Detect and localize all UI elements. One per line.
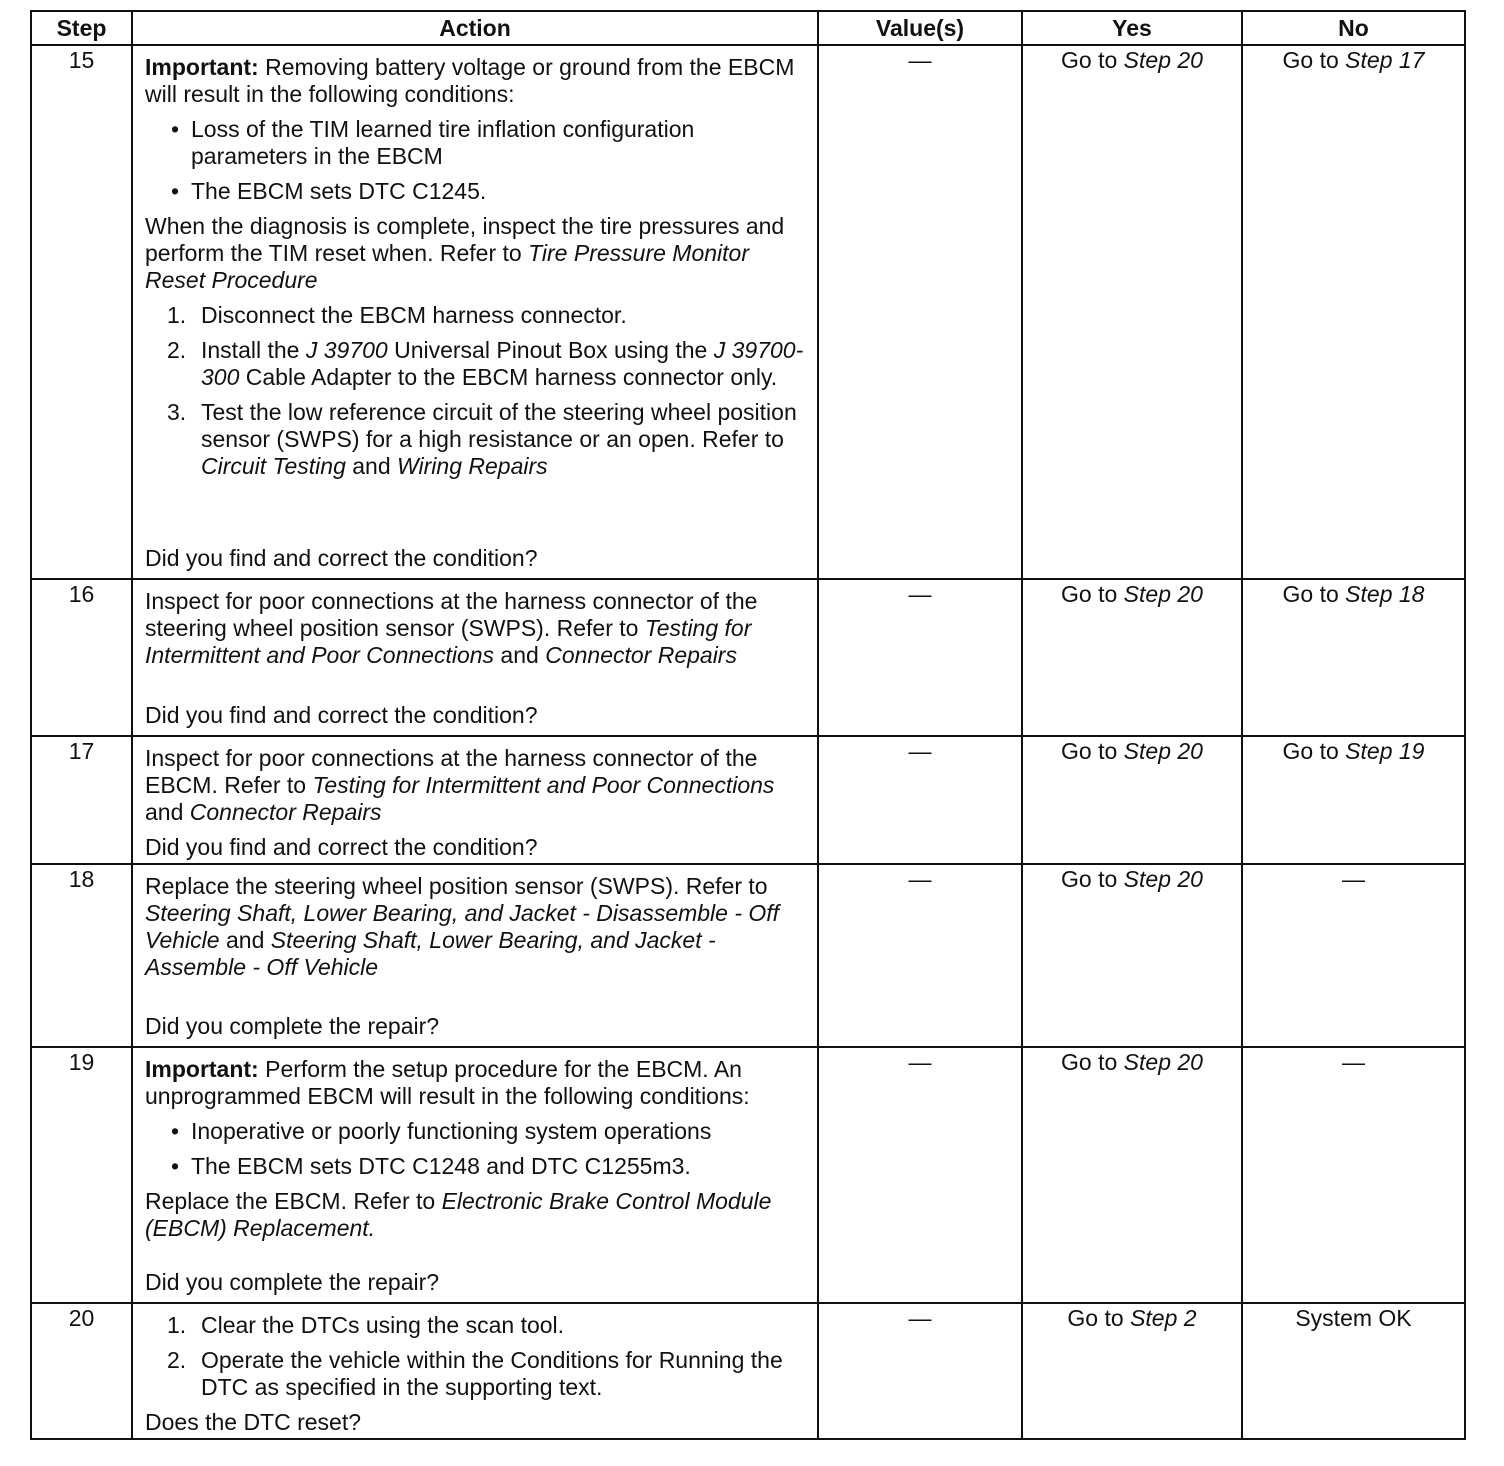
value-cell: — (818, 579, 1022, 736)
step-item-text: Universal Pinout Box using the (387, 337, 714, 363)
step-item-number: 2. (167, 337, 187, 363)
question: Did you complete the repair? (145, 1269, 440, 1295)
step-item-text: Cable Adapter to the EBCM harness connector only. (239, 364, 778, 390)
list-item: • Loss of the TIM learned tire inflation configuration parameters in the EBCM (145, 116, 809, 170)
paragraph (145, 873, 809, 981)
yes-prefix: Go to (1061, 1049, 1124, 1075)
paragraph-text: and (145, 799, 190, 825)
no-cell: System OK (1242, 1303, 1465, 1439)
yes-step-link[interactable]: Step 20 (1123, 47, 1203, 73)
yes-step-link[interactable]: Step 20 (1123, 1049, 1203, 1075)
yes-prefix: Go to (1061, 47, 1124, 73)
action-cell (132, 1303, 818, 1439)
step-number: 20 (31, 1303, 132, 1439)
step-item-text: and (345, 453, 398, 479)
action-cell (132, 579, 818, 736)
reference-link[interactable]: Testing for Intermittent and Poor Connections (312, 772, 775, 798)
no-cell: — (1242, 864, 1465, 1047)
table-row (31, 45, 1465, 579)
header-step: Step (31, 11, 132, 45)
step-item-text: Test the low reference circuit of the steering wheel position sensor (SWPS) for a high resistance or an open. Refer to (201, 399, 797, 452)
value-cell: — (818, 864, 1022, 1047)
header-no: No (1242, 11, 1465, 45)
paragraph (145, 213, 809, 294)
important-label: Important: (145, 54, 259, 80)
no-cell (1242, 579, 1465, 736)
important-note (145, 1056, 809, 1110)
yes-prefix: Go to (1067, 1305, 1131, 1331)
step-item-number: 3. (167, 399, 187, 425)
list-item: • Inoperative or poorly functioning system operations (145, 1118, 809, 1145)
reference-link[interactable]: Tire Pressure Monitor Reset Procedure (145, 240, 749, 293)
yes-cell (1022, 736, 1242, 864)
important-note (145, 54, 809, 108)
paragraph-text: Inspect for poor connections at the harness connector of the EBCM. Refer to (145, 745, 758, 798)
no-prefix: Go to (1282, 581, 1346, 607)
action-cell (132, 1047, 818, 1303)
step-item-number: 1. (167, 1312, 187, 1338)
list-item (145, 1312, 809, 1339)
action-cell (132, 736, 818, 864)
question: Did you find and correct the condition? (145, 545, 538, 571)
step-item-text: Install the (201, 337, 306, 363)
table-row (31, 864, 1465, 1047)
yes-cell (1022, 864, 1242, 1047)
paragraph (145, 1188, 809, 1242)
tool-reference: J 39700-300 (201, 337, 804, 390)
reference-link[interactable]: Testing for Intermittent and Poor Connections (145, 615, 752, 668)
yes-step-link[interactable]: Step 2 (1130, 1305, 1197, 1331)
reference-link[interactable]: Connector Repairs (545, 642, 737, 668)
question: Does the DTC reset? (145, 1409, 362, 1435)
yes-cell (1022, 1047, 1242, 1303)
yes-step-link[interactable]: Step 20 (1123, 738, 1203, 764)
paragraph (145, 745, 809, 826)
table-row (31, 579, 1465, 736)
header-action: Action (132, 11, 818, 45)
list-item: • The EBCM sets DTC C1245. (145, 178, 809, 205)
step-number: 18 (31, 864, 132, 1047)
question: Did you find and correct the condition? (145, 702, 538, 728)
list-item (145, 399, 809, 480)
action-cell (132, 45, 818, 579)
reference-link[interactable]: Electronic Brake Control Module (EBCM) Replacement. (145, 1188, 772, 1241)
step-item-text: Clear the DTCs using the scan tool. (201, 1312, 565, 1338)
table-row (31, 1303, 1465, 1439)
step-number: 19 (31, 1047, 132, 1303)
tool-reference: J 39700 (305, 337, 388, 363)
reference-link[interactable]: Circuit Testing (201, 453, 346, 479)
paragraph (145, 588, 809, 669)
no-step-link[interactable]: Step 19 (1345, 738, 1425, 764)
list-item (145, 302, 809, 329)
diagnostic-table (30, 10, 1466, 1440)
paragraph-text: Replace the steering wheel position sensor (SWPS). Refer to (145, 873, 768, 899)
no-cell (1242, 736, 1465, 864)
value-cell: — (818, 1303, 1022, 1439)
reference-link[interactable]: Connector Repairs (189, 799, 382, 825)
step-item-number: 1. (167, 302, 187, 328)
yes-prefix: Go to (1061, 738, 1124, 764)
yes-step-link[interactable]: Step 20 (1123, 866, 1203, 892)
step-item-number: 2. (167, 1347, 187, 1373)
table-row (31, 736, 1465, 864)
no-step-link[interactable]: Step 18 (1345, 581, 1425, 607)
list-item: • The EBCM sets DTC C1248 and DTC C1255m3. (145, 1153, 809, 1180)
step-number: 17 (31, 736, 132, 864)
no-cell: — (1242, 1047, 1465, 1303)
yes-step-link[interactable]: Step 20 (1123, 581, 1203, 607)
reference-link[interactable]: Steering Shaft, Lower Bearing, and Jacket - Assemble - Off Vehicle (145, 927, 716, 980)
important-text: Perform the setup procedure for the EBCM. An unprogrammed EBCM will result in the following conditions: (145, 1056, 750, 1109)
value-cell: — (818, 45, 1022, 579)
value-cell: — (818, 736, 1022, 864)
yes-cell (1022, 579, 1242, 736)
step-number: 16 (31, 579, 132, 736)
question: Did you complete the repair? (145, 1013, 440, 1039)
yes-prefix: Go to (1061, 866, 1124, 892)
reference-link[interactable]: Steering Shaft, Lower Bearing, and Jacket - Disassemble - Off Vehicle (145, 900, 780, 953)
table-row (31, 1047, 1465, 1303)
no-prefix: Go to (1282, 738, 1346, 764)
reference-link[interactable]: Wiring Repairs (397, 453, 548, 479)
no-prefix: Go to (1282, 47, 1346, 73)
header-yes: Yes (1022, 11, 1242, 45)
step-item-text: Disconnect the EBCM harness connector. (201, 302, 627, 328)
yes-cell (1022, 45, 1242, 579)
paragraph-text: and (219, 927, 271, 953)
no-cell (1242, 45, 1465, 579)
question: Did you find and correct the condition? (145, 834, 538, 860)
list-item (145, 1347, 809, 1401)
value-cell: — (818, 1047, 1022, 1303)
yes-cell (1022, 1303, 1242, 1439)
paragraph-text: and (494, 642, 546, 668)
yes-prefix: Go to (1061, 581, 1124, 607)
no-step-link[interactable]: Step 17 (1345, 47, 1425, 73)
step-item-text: Operate the vehicle within the Conditions for Running the DTC as specified in the supporting text. (201, 1347, 783, 1400)
paragraph-text: Inspect for poor connections at the harness connector of the steering wheel position sensor (SWPS). Refer to (145, 588, 758, 641)
paragraph-text: When the diagnosis is complete, inspect the tire pressures and perform the TIM reset when. Refer to (145, 213, 785, 266)
list-item (145, 337, 809, 391)
important-text: Removing battery voltage or ground from the EBCM will result in the following conditions: (145, 54, 795, 107)
paragraph-text: Replace the EBCM. Refer to (145, 1188, 442, 1214)
important-label: Important: (145, 1056, 259, 1082)
header-values: Value(s) (818, 11, 1022, 45)
header-row (31, 11, 1465, 45)
action-cell (132, 864, 818, 1047)
step-number: 15 (31, 45, 132, 579)
